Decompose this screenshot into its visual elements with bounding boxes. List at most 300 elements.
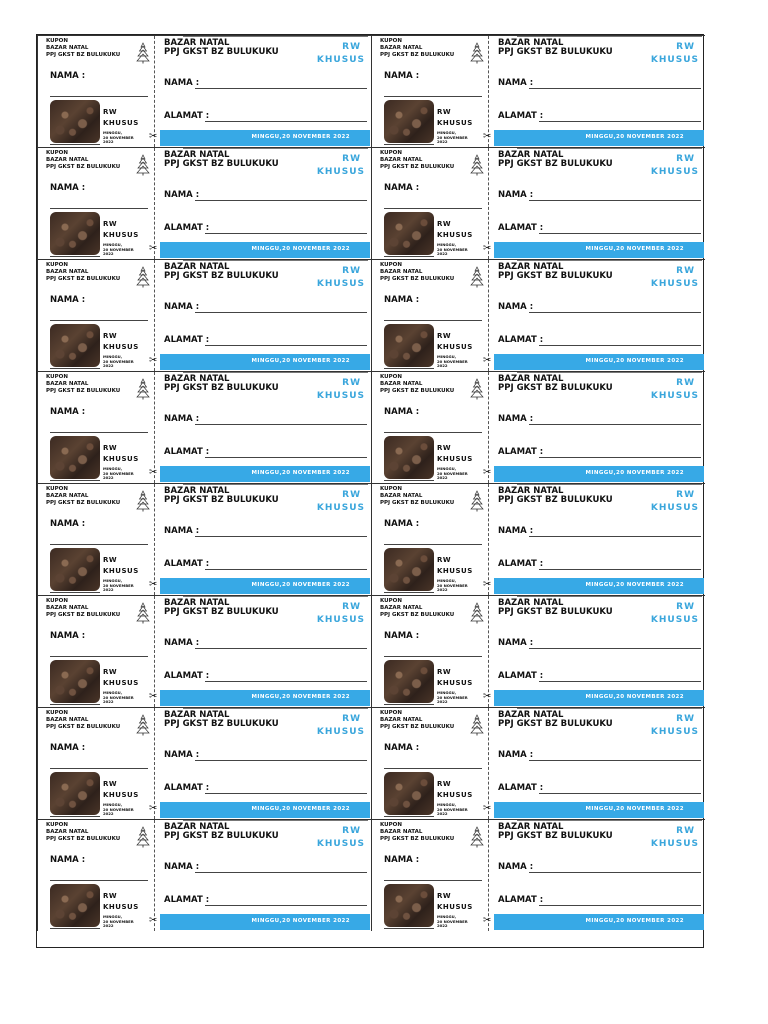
main-rw-label: RW	[676, 714, 695, 724]
stub-title-line-2: PPJ GKST BZ BULUKUKU	[380, 276, 455, 282]
nama-field-line[interactable]	[529, 200, 701, 201]
date-banner-text: MINGGU,20 NOVEMBER 2022	[585, 582, 684, 588]
coupon-card	[371, 259, 705, 371]
coupon-stub	[372, 484, 492, 595]
stub-bottom-line	[384, 704, 434, 705]
date-banner	[160, 802, 370, 818]
main-khusus-label: KHUSUS	[650, 727, 699, 737]
stub-kupon-label: KUPON	[380, 486, 402, 492]
stub-bottom-line	[50, 256, 100, 257]
stub-date	[437, 579, 468, 593]
coupon-card	[37, 707, 371, 819]
alamat-field-line[interactable]	[205, 457, 367, 458]
stub-date-line-3: 2022	[437, 923, 448, 928]
food-photo	[50, 212, 100, 255]
stub-title-line-1: BAZAR NATAL	[46, 717, 89, 723]
stub-nama-line[interactable]	[384, 432, 482, 433]
stub-date-line-1: MINGGU,	[437, 578, 457, 583]
stub-nama-label: NAMA :	[384, 71, 420, 81]
stub-title-line-2: PPJ GKST BZ BULUKUKU	[46, 500, 121, 506]
stub-date-line-3: 2022	[103, 475, 114, 480]
main-title-line-1: BAZAR NATAL	[498, 150, 564, 160]
christmas-tree-icon	[470, 266, 484, 288]
stub-nama-line[interactable]	[50, 656, 148, 657]
stub-bottom-line	[384, 368, 434, 369]
stub-nama-line[interactable]	[384, 768, 482, 769]
top-rule	[183, 260, 368, 261]
alamat-label: ALAMAT :	[164, 447, 210, 457]
main-title	[164, 711, 279, 729]
stub-date-line-2: 20 NOVEMBER	[437, 358, 468, 364]
nama-field-line[interactable]	[195, 200, 367, 201]
nama-field-line[interactable]	[529, 648, 701, 649]
stub-date-line-2: 20 NOVEMBER	[437, 134, 468, 140]
stub-title	[380, 493, 454, 507]
alamat-field-line[interactable]	[205, 569, 367, 570]
stub-kupon-label: KUPON	[380, 374, 402, 380]
main-title-line-2: PPJ GKST BZ BULUKUKU	[498, 159, 613, 169]
main-khusus-label: KHUSUS	[316, 503, 365, 513]
stub-kupon-label: KUPON	[380, 598, 402, 604]
stub-kupon-label: KUPON	[46, 38, 68, 44]
stub-date	[103, 355, 134, 369]
alamat-field-line[interactable]	[539, 681, 701, 682]
stub-title-line-2: PPJ GKST BZ BULUKUKU	[46, 164, 121, 170]
main-khusus-label: KHUSUS	[650, 615, 699, 625]
main-title	[164, 599, 279, 617]
alamat-field-line[interactable]	[205, 345, 367, 346]
top-rule	[517, 708, 702, 709]
stub-title-line-1: BAZAR NATAL	[380, 717, 423, 723]
stub-title-line-2: PPJ GKST BZ BULUKUKU	[46, 724, 121, 730]
food-photo	[50, 436, 100, 479]
stub-nama-line[interactable]	[50, 320, 148, 321]
date-banner	[494, 466, 704, 482]
christmas-tree-icon	[470, 490, 484, 512]
stub-date-line-2: 20 NOVEMBER	[437, 582, 468, 588]
date-banner	[494, 802, 704, 818]
main-title-line-1: BAZAR NATAL	[164, 822, 230, 832]
christmas-tree-icon	[470, 826, 484, 848]
stub-title	[380, 45, 454, 59]
stub-kupon-label: KUPON	[380, 262, 402, 268]
stub-nama-label: NAMA :	[384, 743, 420, 753]
alamat-label: ALAMAT :	[164, 671, 210, 681]
coupon-stub	[372, 372, 492, 483]
alamat-field-line[interactable]	[205, 905, 367, 906]
stub-nama-line[interactable]	[50, 208, 148, 209]
date-banner-text: MINGGU,20 NOVEMBER 2022	[251, 806, 350, 812]
main-nama-label: NAMA :	[498, 190, 534, 200]
stub-title-line-1: BAZAR NATAL	[380, 269, 423, 275]
stub-nama-label: NAMA :	[384, 855, 420, 865]
main-khusus-label: KHUSUS	[650, 55, 699, 65]
stub-khusus-label: KHUSUS	[103, 343, 139, 351]
main-title	[498, 487, 613, 505]
stub-date-line-2: 20 NOVEMBER	[437, 470, 468, 476]
stub-khusus-label: KHUSUS	[103, 679, 139, 687]
main-title-line-2: PPJ GKST BZ BULUKUKU	[164, 831, 279, 841]
main-khusus-label: KHUSUS	[316, 279, 365, 289]
stub-date-line-3: 2022	[437, 699, 448, 704]
stub-date-line-2: 20 NOVEMBER	[103, 582, 134, 588]
coupon-card	[37, 147, 371, 259]
stub-khusus-label: KHUSUS	[103, 455, 139, 463]
main-title	[498, 823, 613, 841]
stub-nama-label: NAMA :	[384, 631, 420, 641]
main-khusus-label: KHUSUS	[316, 615, 365, 625]
main-title-line-1: BAZAR NATAL	[498, 822, 564, 832]
date-banner	[160, 242, 370, 258]
stub-title-line-2: PPJ GKST BZ BULUKUKU	[380, 52, 455, 58]
stub-date-line-2: 20 NOVEMBER	[103, 694, 134, 700]
stub-rw-label: RW	[437, 444, 452, 452]
stub-rw-label: RW	[437, 556, 452, 564]
stub-title-line-2: PPJ GKST BZ BULUKUKU	[380, 388, 455, 394]
nama-field-line[interactable]	[529, 536, 701, 537]
date-banner	[160, 466, 370, 482]
top-rule	[517, 372, 702, 373]
main-title	[498, 599, 613, 617]
alamat-label: ALAMAT :	[164, 111, 210, 121]
stub-kupon-label: KUPON	[46, 710, 68, 716]
top-rule	[517, 148, 702, 149]
scissors-icon: ✂	[149, 579, 158, 590]
stub-title-line-1: BAZAR NATAL	[46, 45, 89, 51]
main-rw-label: RW	[342, 826, 361, 836]
stub-nama-line[interactable]	[384, 320, 482, 321]
stub-nama-line[interactable]	[50, 432, 148, 433]
stub-date-line-1: MINGGU,	[103, 466, 123, 471]
stub-nama-line[interactable]	[50, 768, 148, 769]
christmas-tree-icon	[136, 714, 150, 736]
stub-title-line-2: PPJ GKST BZ BULUKUKU	[380, 500, 455, 506]
date-banner-text: MINGGU,20 NOVEMBER 2022	[585, 694, 684, 700]
stub-kupon-label: KUPON	[46, 262, 68, 268]
main-nama-label: NAMA :	[164, 526, 200, 536]
top-rule	[517, 596, 702, 597]
stub-khusus-label: KHUSUS	[437, 791, 473, 799]
main-rw-label: RW	[676, 490, 695, 500]
main-nama-label: NAMA :	[164, 78, 200, 88]
stub-bottom-line	[50, 144, 100, 145]
stub-date-line-3: 2022	[103, 139, 114, 144]
stub-date-line-1: MINGGU,	[437, 802, 457, 807]
coupon-stub	[38, 484, 158, 595]
stub-khusus-label: KHUSUS	[437, 343, 473, 351]
scissors-icon: ✂	[483, 915, 492, 926]
stub-nama-line[interactable]	[384, 208, 482, 209]
stub-bottom-line	[50, 480, 100, 481]
stub-nama-line[interactable]	[384, 656, 482, 657]
nama-field-line[interactable]	[195, 312, 367, 313]
scissors-icon: ✂	[149, 131, 158, 142]
stub-bottom-line	[384, 480, 434, 481]
stub-date-line-2: 20 NOVEMBER	[103, 358, 134, 364]
stub-nama-label: NAMA :	[384, 519, 420, 529]
stub-kupon-label: KUPON	[46, 150, 68, 156]
alamat-field-line[interactable]	[539, 793, 701, 794]
coupon-card	[371, 707, 705, 819]
stub-date-line-3: 2022	[437, 811, 448, 816]
date-banner	[160, 578, 370, 594]
stub-title-line-1: BAZAR NATAL	[46, 269, 89, 275]
main-title-line-2: PPJ GKST BZ BULUKUKU	[498, 719, 613, 729]
christmas-tree-icon	[136, 266, 150, 288]
main-title-line-2: PPJ GKST BZ BULUKUKU	[164, 607, 279, 617]
stub-nama-line[interactable]	[384, 96, 482, 97]
main-khusus-label: KHUSUS	[650, 167, 699, 177]
main-title	[164, 823, 279, 841]
alamat-label: ALAMAT :	[164, 335, 210, 345]
stub-kupon-label: KUPON	[46, 374, 68, 380]
stub-date-line-2: 20 NOVEMBER	[437, 246, 468, 252]
top-rule	[517, 484, 702, 485]
date-banner-text: MINGGU,20 NOVEMBER 2022	[585, 918, 684, 924]
top-rule	[183, 372, 368, 373]
main-title-line-2: PPJ GKST BZ BULUKUKU	[498, 47, 613, 57]
stub-date-line-3: 2022	[437, 139, 448, 144]
stub-date-line-1: MINGGU,	[103, 914, 123, 919]
main-title	[498, 39, 613, 57]
main-title-line-2: PPJ GKST BZ BULUKUKU	[164, 271, 279, 281]
coupon-card	[371, 483, 705, 595]
stub-nama-line[interactable]	[50, 880, 148, 881]
stub-date-line-2: 20 NOVEMBER	[103, 806, 134, 812]
stub-bottom-line	[384, 928, 434, 929]
stub-nama-line[interactable]	[384, 880, 482, 881]
nama-field-line[interactable]	[529, 872, 701, 873]
stub-title-line-2: PPJ GKST BZ BULUKUKU	[380, 836, 455, 842]
date-banner-text: MINGGU,20 NOVEMBER 2022	[251, 582, 350, 588]
alamat-field-line[interactable]	[205, 793, 367, 794]
main-rw-label: RW	[342, 602, 361, 612]
food-photo	[384, 436, 434, 479]
stub-title	[46, 381, 120, 395]
stub-khusus-label: KHUSUS	[437, 231, 473, 239]
nama-field-line[interactable]	[529, 424, 701, 425]
nama-field-line[interactable]	[529, 88, 701, 89]
stub-rw-label: RW	[437, 108, 452, 116]
main-title-line-2: PPJ GKST BZ BULUKUKU	[164, 383, 279, 393]
main-rw-label: RW	[676, 826, 695, 836]
stub-title-line-1: BAZAR NATAL	[46, 381, 89, 387]
main-nama-label: NAMA :	[498, 638, 534, 648]
stub-rw-label: RW	[437, 332, 452, 340]
stub-date-line-2: 20 NOVEMBER	[437, 694, 468, 700]
alamat-field-line[interactable]	[539, 569, 701, 570]
stub-date	[437, 131, 468, 145]
stub-title-line-2: PPJ GKST BZ BULUKUKU	[46, 388, 121, 394]
main-nama-label: NAMA :	[164, 862, 200, 872]
main-title-line-2: PPJ GKST BZ BULUKUKU	[498, 831, 613, 841]
alamat-field-line[interactable]	[539, 345, 701, 346]
food-photo	[50, 100, 100, 143]
date-banner	[494, 242, 704, 258]
main-title-line-2: PPJ GKST BZ BULUKUKU	[164, 719, 279, 729]
food-photo	[384, 660, 434, 703]
stub-title	[380, 269, 454, 283]
main-rw-label: RW	[342, 42, 361, 52]
main-nama-label: NAMA :	[164, 190, 200, 200]
stub-kupon-label: KUPON	[46, 486, 68, 492]
date-banner	[494, 690, 704, 706]
scissors-icon: ✂	[483, 243, 492, 254]
stub-khusus-label: KHUSUS	[103, 791, 139, 799]
main-nama-label: NAMA :	[164, 750, 200, 760]
alamat-field-line[interactable]	[539, 121, 701, 122]
main-rw-label: RW	[342, 714, 361, 724]
stub-nama-line[interactable]	[50, 96, 148, 97]
stub-date-line-3: 2022	[103, 699, 114, 704]
alamat-label: ALAMAT :	[498, 783, 544, 793]
nama-field-line[interactable]	[195, 872, 367, 873]
nama-field-line[interactable]	[529, 760, 701, 761]
main-title-line-1: BAZAR NATAL	[498, 374, 564, 384]
stub-rw-label: RW	[103, 892, 118, 900]
food-photo	[50, 548, 100, 591]
coupon-stub	[38, 820, 158, 931]
scissors-icon: ✂	[483, 131, 492, 142]
stub-date-line-1: MINGGU,	[437, 690, 457, 695]
stub-nama-label: NAMA :	[50, 183, 86, 193]
scissors-icon: ✂	[149, 243, 158, 254]
coupon-card	[371, 595, 705, 707]
main-khusus-label: KHUSUS	[650, 279, 699, 289]
stub-kupon-label: KUPON	[46, 598, 68, 604]
alamat-field-line[interactable]	[539, 233, 701, 234]
nama-field-line[interactable]	[195, 88, 367, 89]
main-khusus-label: KHUSUS	[316, 391, 365, 401]
date-banner	[494, 578, 704, 594]
main-khusus-label: KHUSUS	[650, 391, 699, 401]
stub-title	[380, 717, 454, 731]
main-nama-label: NAMA :	[164, 638, 200, 648]
stub-bottom-line	[384, 592, 434, 593]
scissors-icon: ✂	[483, 467, 492, 478]
coupon-card	[371, 35, 705, 147]
top-rule	[183, 484, 368, 485]
date-banner-text: MINGGU,20 NOVEMBER 2022	[585, 134, 684, 140]
main-nama-label: NAMA :	[498, 750, 534, 760]
stub-title-line-2: PPJ GKST BZ BULUKUKU	[46, 836, 121, 842]
stub-rw-label: RW	[103, 556, 118, 564]
alamat-label: ALAMAT :	[164, 223, 210, 233]
stub-date	[437, 915, 468, 929]
alamat-label: ALAMAT :	[498, 111, 544, 121]
alamat-field-line[interactable]	[539, 905, 701, 906]
top-rule	[517, 820, 702, 821]
food-photo	[50, 324, 100, 367]
scissors-icon: ✂	[149, 467, 158, 478]
coupon-stub	[38, 148, 158, 259]
stub-date-line-1: MINGGU,	[103, 690, 123, 695]
stub-date	[103, 803, 134, 817]
nama-field-line[interactable]	[195, 536, 367, 537]
coupon-sheet	[36, 34, 704, 948]
alamat-label: ALAMAT :	[498, 223, 544, 233]
stub-title-line-1: BAZAR NATAL	[380, 605, 423, 611]
stub-rw-label: RW	[437, 220, 452, 228]
stub-date	[437, 355, 468, 369]
main-nama-label: NAMA :	[498, 414, 534, 424]
stub-title	[46, 717, 120, 731]
main-khusus-label: KHUSUS	[316, 167, 365, 177]
main-title-line-1: BAZAR NATAL	[164, 710, 230, 720]
main-title-line-1: BAZAR NATAL	[164, 374, 230, 384]
main-title	[164, 487, 279, 505]
alamat-field-line[interactable]	[205, 233, 367, 234]
date-banner-text: MINGGU,20 NOVEMBER 2022	[251, 134, 350, 140]
scissors-icon: ✂	[149, 691, 158, 702]
top-rule	[183, 148, 368, 149]
alamat-field-line[interactable]	[205, 121, 367, 122]
main-rw-label: RW	[342, 266, 361, 276]
main-title	[164, 151, 279, 169]
food-photo	[384, 548, 434, 591]
stub-date	[103, 915, 134, 929]
alamat-field-line[interactable]	[205, 681, 367, 682]
alamat-label: ALAMAT :	[498, 671, 544, 681]
nama-field-line[interactable]	[195, 760, 367, 761]
stub-nama-line[interactable]	[50, 544, 148, 545]
stub-date-line-1: MINGGU,	[103, 354, 123, 359]
scissors-icon: ✂	[149, 355, 158, 366]
top-rule	[183, 596, 368, 597]
date-banner-text: MINGGU,20 NOVEMBER 2022	[251, 358, 350, 364]
nama-field-line[interactable]	[195, 648, 367, 649]
coupon-stub	[38, 260, 158, 371]
stub-date-line-3: 2022	[103, 811, 114, 816]
main-title	[498, 263, 613, 281]
stub-bottom-line	[50, 928, 100, 929]
stub-title-line-2: PPJ GKST BZ BULUKUKU	[380, 164, 455, 170]
main-rw-label: RW	[676, 154, 695, 164]
christmas-tree-icon	[470, 154, 484, 176]
coupon-stub	[372, 148, 492, 259]
nama-field-line[interactable]	[195, 424, 367, 425]
scissors-icon: ✂	[483, 579, 492, 590]
stub-title	[46, 829, 120, 843]
stub-title-line-1: BAZAR NATAL	[380, 493, 423, 499]
stub-bottom-line	[384, 256, 434, 257]
stub-nama-line[interactable]	[384, 544, 482, 545]
main-nama-label: NAMA :	[164, 302, 200, 312]
top-rule	[183, 36, 368, 37]
christmas-tree-icon	[136, 42, 150, 64]
stub-date-line-2: 20 NOVEMBER	[437, 918, 468, 924]
stub-title	[46, 605, 120, 619]
nama-field-line[interactable]	[529, 312, 701, 313]
main-title-line-1: BAZAR NATAL	[498, 598, 564, 608]
christmas-tree-icon	[136, 826, 150, 848]
stub-rw-label: RW	[437, 780, 452, 788]
stub-title	[380, 605, 454, 619]
stub-bottom-line	[50, 816, 100, 817]
christmas-tree-icon	[136, 602, 150, 624]
top-rule	[183, 708, 368, 709]
main-rw-label: RW	[342, 154, 361, 164]
stub-date-line-3: 2022	[103, 251, 114, 256]
stub-nama-label: NAMA :	[50, 295, 86, 305]
coupon-stub	[372, 596, 492, 707]
food-photo	[50, 660, 100, 703]
stub-khusus-label: KHUSUS	[437, 455, 473, 463]
stub-rw-label: RW	[103, 332, 118, 340]
date-banner-text: MINGGU,20 NOVEMBER 2022	[585, 806, 684, 812]
stub-date	[103, 691, 134, 705]
alamat-field-line[interactable]	[539, 457, 701, 458]
